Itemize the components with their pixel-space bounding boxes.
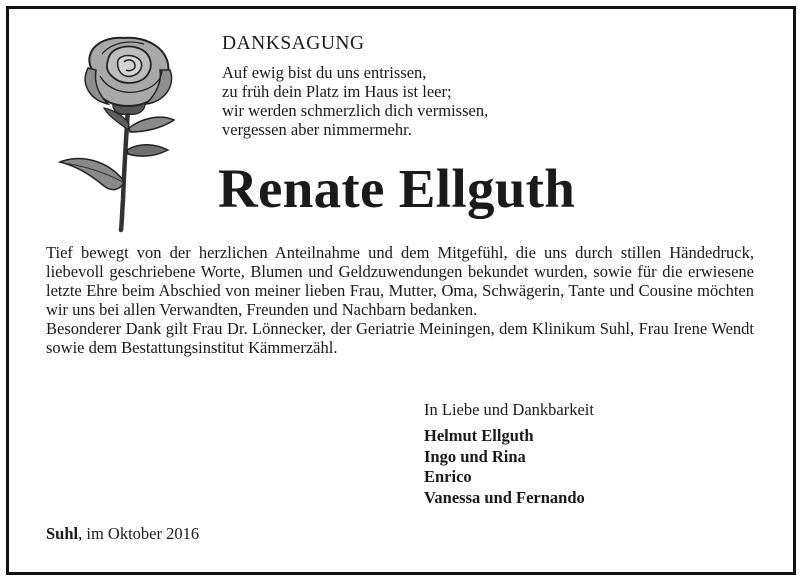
place-name: Suhl — [46, 524, 79, 543]
special-thanks-paragraph: Besonderer Dank gilt Frau Dr. Lönnecker, der Geriatrie Meiningen, dem Klinikum Suhl, Frau Irene Wendt sowie dem Bestattungsinstitut Kämmerzähl. — [46, 319, 754, 357]
date-text: , im Oktober 2016 — [78, 524, 200, 543]
signer-name: Enrico — [424, 467, 472, 486]
deceased-name: Renate Ellguth — [218, 158, 576, 219]
signer-name: Vanessa und Fernando — [424, 487, 585, 507]
poem-line: zu früh dein Platz im Haus ist leer; — [222, 82, 452, 101]
thanks-text — [46, 243, 754, 357]
signer-name: Helmut Ellguth — [424, 426, 534, 445]
poem-line: wir werden schmerzlich dich vermissen, — [222, 101, 489, 120]
poem — [222, 63, 488, 139]
thanks-paragraph: Tief bewegt von der herzlichen Anteilnahme und dem Mitgefühl, die uns durch stillen Händedruck, liebevoll geschriebene Worte, Blumen und Geldzuwendungen bekundet wurden, sowie für die erwiesene letzte Ehre beim Abschied von meiner lieben Frau, Mutter, Oma, Schwägerin, Tante und Cousine möchten wir uns bei allen Verwandten, Freunden und Nachbarn bedanken. — [46, 243, 754, 319]
signers-list — [424, 426, 585, 508]
signer-name: Ingo und Rina — [424, 446, 526, 466]
place-date-line — [46, 524, 199, 544]
closing-phrase: In Liebe und Dankbarkeit — [424, 400, 594, 419]
rose-icon — [52, 30, 192, 234]
poem-line: Auf ewig bist du uns entrissen, — [222, 63, 427, 82]
poem-line: vergessen aber nimmermehr. — [222, 120, 412, 139]
notice-heading: DANKSAGUNG — [222, 33, 365, 54]
